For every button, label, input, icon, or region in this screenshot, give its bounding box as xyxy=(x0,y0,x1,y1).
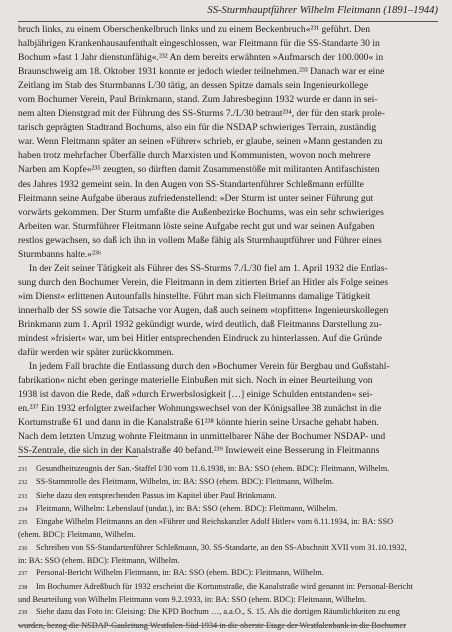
footnote xyxy=(18,606,438,619)
text-line: Bochum »fast 1 Jahr dienstunfähig«.²³² An dem bereits erwähnten »Aufmarsch der 100.000« in xyxy=(18,52,384,64)
footnotes xyxy=(18,463,438,632)
footnote xyxy=(18,490,438,503)
footnote-text-continued: und Beurteilung von Wilhelm Fleitmann vom 9.2.1933, in: BA: SSO (ehem. BDC): Fleitmann, Wilhelm. xyxy=(18,594,367,604)
text-line: SS-Zentrale, die sich in der Kanalstraße 40 befand.²³⁹ Inwieweit eine Besserung in Fleitmanns xyxy=(18,445,380,457)
text-line: sung durch den Bochumer Verein, die Fleitmann in dem zitierten Brief an Hitler als Folge seines xyxy=(18,276,389,288)
text-line: vom Bochumer Verein, Paul Brinkmann, stand. Zum Jahresbeginn 1932 wurde er dann in sei- xyxy=(18,94,378,106)
text-line: Zeitlang im Stab des Sturmbanns I./30 tätig, an dessen Spitze damals sein Ingenieurkollege xyxy=(18,80,369,92)
text-line: Arbeiten war. Sturmführer Fleitmann löste seine Aufgabe recht gut und war seinen Aufgaben xyxy=(18,220,375,232)
text-line: Fleitmann seine Aufgabe überaus zufriedenstellend: »Der Sturm ist unter seiner Führung gut xyxy=(18,192,374,204)
text-line: In der Zeit seiner Tätigkeit als Führer des SS-Sturms 7./I./30 fiel am 1. April 1932 die Entlas- xyxy=(29,262,388,274)
footnote xyxy=(18,463,438,476)
footnote-text: Fleitmann, Wilhelm: Lebenslauf (undat.), in: BA: SSO (ehem. BDC): Fleitmann, Wilhelm. xyxy=(36,503,338,513)
text-line: 1938 ist davon die Rede, daß »durch Erwerbslosigkeit […] einige Schulden entstanden« sei- xyxy=(18,389,373,401)
footnote-text-continued: wurden, bezog die NSDAP-Gauleitung Westfalen-Süd 1934 in die oberste Etage der Westfalenbank in die Bochumer xyxy=(18,620,406,630)
text-line: Narben am Kopfe«²³⁵ zeugten, so dürften damit Zusammenstöße mit militanten Antifaschisten xyxy=(18,164,380,176)
text-line: vorwärts gekommen. Der Sturm umfaßte die Außenbezirke Bochums, was ein sehr schwieriges xyxy=(18,206,384,218)
text-line: tarisch geprägten Stadtrand Bochums, also ein für die NSDAP schwieriges Terrain, zuständig xyxy=(18,122,377,134)
text-line: Kortumstraße 61 und dann in die Kanalstraße 61²³⁸ könnte hierin seine Ursache gehabt haben. xyxy=(18,417,379,429)
footnote-divider xyxy=(18,456,138,457)
text-line: Brinkmann zum 1. April 1932 gekündigt wurde, wird deutlich, daß Fleitmanns Darstellung zu- xyxy=(18,318,382,330)
footnote-text: Personal-Bericht Wilhelm Fleitmann, in: BA: SSO (ehem. BDC): Fleitmann, Wilhelm. xyxy=(36,568,324,578)
footnote-number: 239 xyxy=(18,609,28,617)
text-line: fabrikation« nicht eben geringe materielle Einbußen mit sich. Noch in einer Beurteilung von xyxy=(18,375,373,387)
paragraph xyxy=(18,360,438,458)
footnote-text-continued: in: BA: SSO (ehem. BDC): Fleitmann, Wilhelm. xyxy=(18,556,180,566)
text-line: bruch links, zu einem Oberschenkelbruch links und zu einem Beckenbruch«²³¹ geführt. Den xyxy=(18,24,371,35)
footnote xyxy=(18,503,438,516)
paragraph xyxy=(18,23,438,262)
footnote-text: Siehe dazu den entsprechenden Passus im Kapitel über Paul Brinkmann. xyxy=(36,490,277,500)
text-line: In jedem Fall brachte die Entlassung durch den »Bochumer Verein für Bergbau und Gußstahl- xyxy=(29,361,390,373)
footnote xyxy=(18,516,438,529)
text-line: Braunschweig am 18. Oktober 1931 konnte er jedoch wieder teilnehmen.²³³ Danach war er eine xyxy=(18,66,385,78)
footnote-text: Im Bochumer Adreßbuch für 1932 erscheint die Kortumstraße, die Kanalstraße wird genannt in: Personal-Bericht xyxy=(36,581,413,591)
text-line: Nach dem letzten Umzug wohnte Fleitmann in unmittelbarer Nähe der Bochumer NSDAP- und xyxy=(18,431,386,443)
footnote xyxy=(18,476,438,489)
footnote-number: 238 xyxy=(18,583,28,591)
text-line: Sturmbanns halte.«²³⁶ xyxy=(18,248,102,260)
footnote-number: 234 xyxy=(18,505,28,513)
main-text xyxy=(18,23,438,458)
text-line: mindest »frisiert« war, um bei Hitler entsprechenden Eindruck zu hinterlassen. Auf die Gründe xyxy=(18,333,383,345)
text-line: haben trotz mehrfacher Überfälle durch Marxisten und Kommunisten, wovon noch mehrere xyxy=(18,150,371,162)
footnote xyxy=(18,581,438,594)
footnote xyxy=(18,542,438,555)
footnote xyxy=(18,567,438,580)
text-line: dafür werden wir später zurückkommen. xyxy=(18,347,174,359)
text-line: war. Wenn Fleitmann später an seinen »Führer« schrieb, er glaube, seinen »Mann gestanden zu xyxy=(18,136,383,148)
text-line: »im Dienst« erlittenen Autounfalls hinstellte. Führt man sich Fleitmanns damalige Tätigkeit xyxy=(18,290,371,302)
footnote-number: 233 xyxy=(18,492,28,500)
footnote-text: Schreiben von SS-Standartenführer Schleßmann, 30. SS-Standarte, an den SS-Abschnitt XVII vom 31.10.1932, xyxy=(36,542,407,552)
footnote-number: 236 xyxy=(18,544,28,552)
footnote-number: 235 xyxy=(18,519,28,527)
text-line: en.²³⁷ Ein 1932 erfolgter zweifacher Wohnungswechsel von der Königsallee 38 zunächst in die xyxy=(18,403,382,415)
footnote-text: Gesundheitszeugnis der San.-Staffel I/30 vom 11.6.1938, in: BA: SSO (ehem. BDC): Fleitmann, Wilhelm. xyxy=(36,464,390,473)
footnote-number: 232 xyxy=(18,479,28,487)
running-header xyxy=(18,3,438,22)
footnote-text: Siehe dazu das Foto in: Gleising: Die KPD Bochum …, a.a.O., S. 15. Als die dortigen Räumlichkeiten zu eng xyxy=(36,607,400,617)
running-title: SS-Sturmhauptführer Wilhelm Fleitmann (1891–1944) xyxy=(207,5,438,16)
footnote-number: 237 xyxy=(18,570,28,578)
paragraph xyxy=(18,262,438,360)
text-line: halbjährigen Krankenhausaufenthalt eingeschlossen, war Fleitmann für die SS-Standarte 30 in xyxy=(18,38,380,50)
text-line: nem alten Dienstgrad mit der Führung des SS-Sturms 7./I./30 betraut²³⁴, der für den stark prole- xyxy=(18,108,385,120)
footnote-text: Eingabe Wilhelm Fleitmanns an den »Führer und Reichskanzler Adolf Hitler« vom 6.11.1934, in: BA: SSO xyxy=(36,517,394,527)
text-line: des Jahres 1932 gemeint sein. In den Augen von SS-Standartenführer Schleßmann erfüllte xyxy=(18,178,364,190)
footnote-number: 231 xyxy=(18,466,28,473)
text-line: restlos gewachsen, so daß ich ihn in vollem Maße fähig als Sturmhauptführer und Führer eines xyxy=(18,234,382,246)
footnote-text-continued: (ehem. BDC): Fleitmann, Wilhelm. xyxy=(18,530,136,540)
footnote-text: SS-Stammrolle des Fleitmann, Wilhelm, in: BA: SSO (ehem. BDC): Fleitmann, Wilhelm. xyxy=(36,477,334,487)
text-line: innerhalb der SS sowie die Tatsache vor Augen, daß auch seinem »topfitten« Ingenieurskollegen xyxy=(18,304,389,316)
